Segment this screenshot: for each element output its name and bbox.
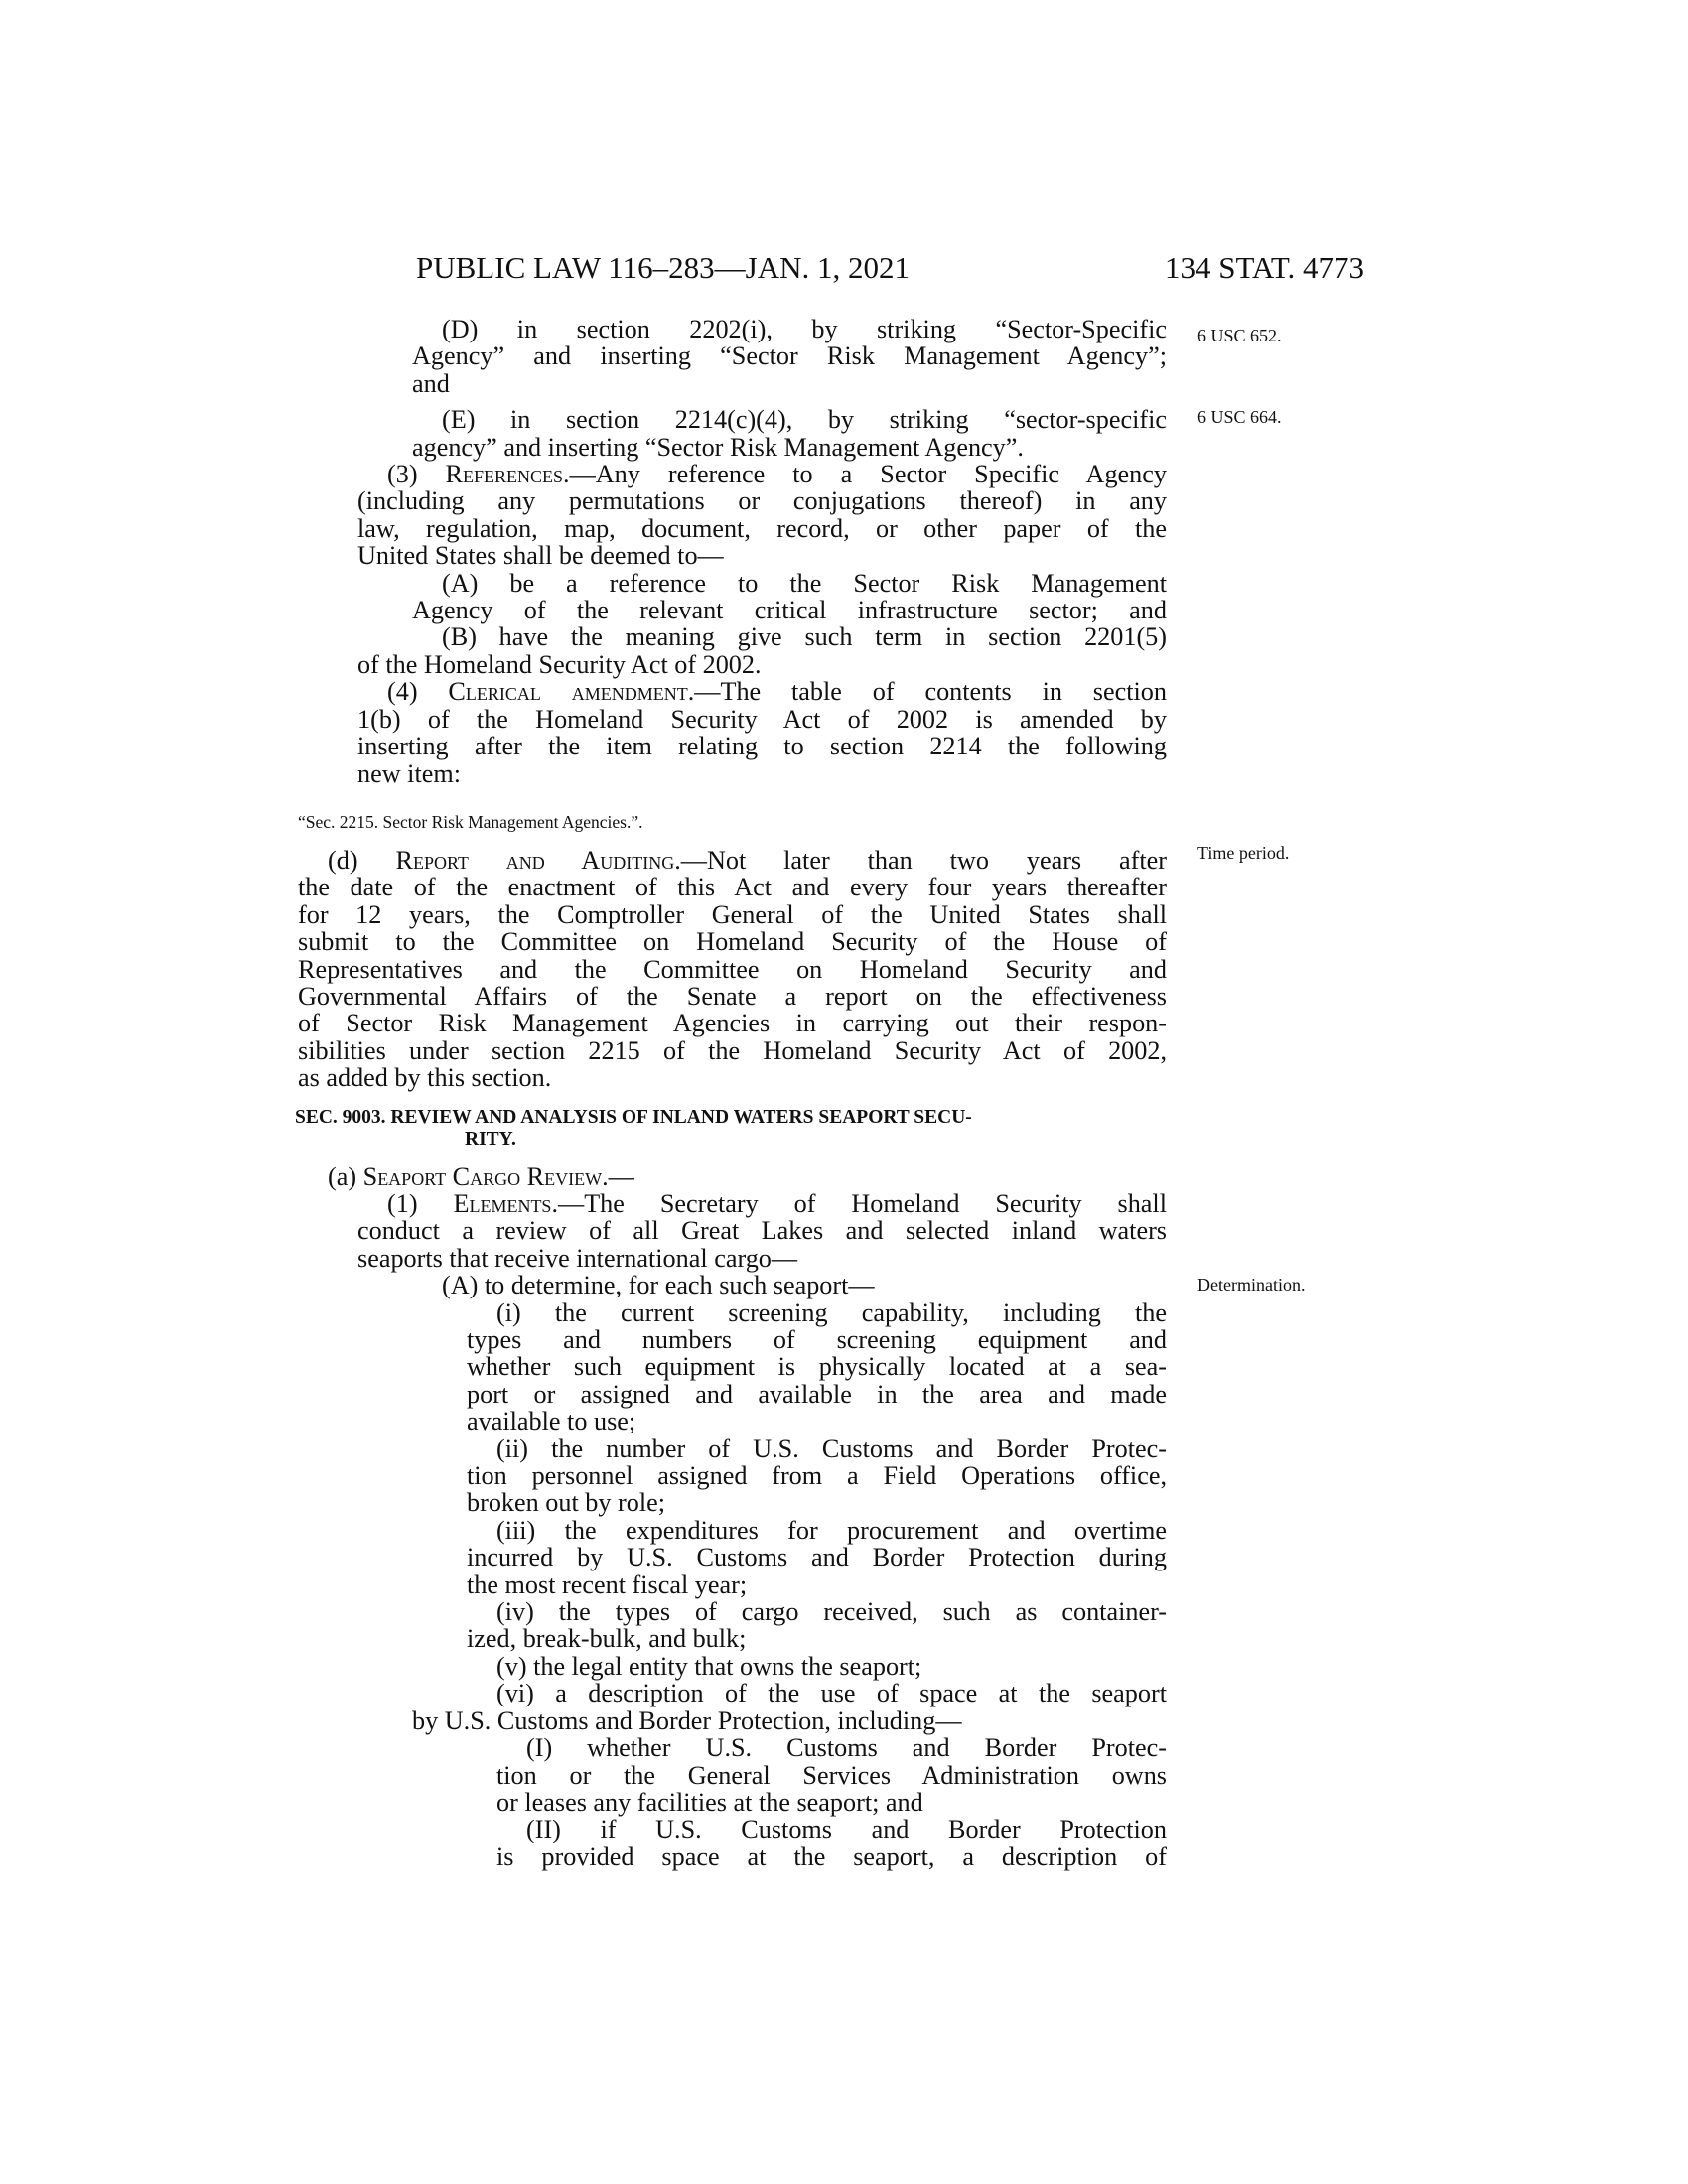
toc-item: “Sec. 2215. Sector Risk Management Agencies.”. [298, 811, 643, 832]
subsection-a-seaport-cargo-review [298, 1163, 1167, 1190]
text-line: available to use; [467, 1407, 636, 1436]
paragraph-3-references [298, 461, 1167, 570]
text-line: (vi) a description of the use of space at the seaport [496, 1679, 1167, 1708]
text-line: (iii) the expenditures for procurement and overtime [496, 1515, 1167, 1545]
text-line: law, regulation, map, document, record, or other paper of the [357, 513, 1167, 543]
text-line: or leases any facilities at the seaport; and [496, 1787, 923, 1817]
text-line: of the Homeland Security Act of 2002. [357, 649, 762, 679]
text-line: (v) the legal entity that owns the seaport; [496, 1651, 922, 1681]
section-heading-9003 [295, 1107, 1167, 1151]
heading-references: References [445, 460, 564, 489]
text-line: (iv) the types of cargo received, such as container- [496, 1597, 1167, 1627]
text-line: Agency” and inserting “Sector Risk Management Agency”; [412, 341, 1167, 371]
text-line: (A) to determine, for each such seaport— [442, 1271, 875, 1300]
margin-note-6-usc-652: 6 USC 652. [1197, 326, 1282, 345]
text-line: 1(b) of the Homeland Security Act of 2002 is amended by [357, 704, 1167, 734]
subclause-II [298, 1816, 1167, 1870]
text-line: seaports that receive international cargo— [357, 1243, 798, 1273]
text-line: broken out by role; [467, 1488, 665, 1518]
subclause-I [298, 1734, 1167, 1816]
text-line: (3) References.—Any reference to a Sector Specific Agency [387, 460, 1167, 489]
subsection-d-report-and-auditing [298, 847, 1167, 1092]
text-line: ized, break-bulk, and bulk; [467, 1624, 747, 1654]
clause-a-1-A [298, 1272, 1167, 1298]
clause-iii [298, 1517, 1167, 1598]
paragraph-a-1-elements [298, 1190, 1167, 1272]
clause-3-A [298, 570, 1167, 624]
text-line: as added by this section. [298, 1063, 552, 1093]
text-line: United States shall be deemed to— [357, 541, 724, 571]
text-line: tion personnel assigned from a Field Operations office, [467, 1461, 1167, 1491]
text-line: RITY. [465, 1128, 516, 1150]
text-line: Representatives and the Committee on Homeland Security and [298, 954, 1167, 984]
text-line: (II) if U.S. Customs and Border Protection [526, 1815, 1167, 1844]
text-line: by U.S. Customs and Border Protection, including— [412, 1706, 962, 1735]
text-line: for 12 years, the Comptroller General of the United States shall [298, 899, 1167, 929]
text-line: (1) Elements.—The Secretary of Homeland Security shall [387, 1188, 1167, 1218]
paragraph-4-clerical-amendment [298, 678, 1167, 787]
text-line: (D) in section 2202(i), by striking “Sector-Specific [442, 315, 1167, 343]
text-line: Agency of the relevant critical infrastructure sector; and [412, 596, 1167, 625]
text-line: whether such equipment is physically located at a sea- [467, 1352, 1167, 1382]
text-line: port or assigned and available in the area and made [467, 1379, 1167, 1409]
text-line: and [412, 368, 450, 398]
clause-v [298, 1653, 1167, 1680]
text-line: is provided space at the seaport, a description of [496, 1842, 1167, 1871]
heading-seaport-cargo-review: Seaport Cargo Review [362, 1161, 603, 1191]
text-line: of Sector Risk Management Agencies in carrying out their respon- [298, 1009, 1167, 1038]
text-line: tion or the General Services Administration owns [496, 1760, 1167, 1790]
heading-clerical-amendment: Clerical amendment [448, 677, 688, 707]
clause-3-B [298, 623, 1167, 678]
text-line: conduct a review of all Great Lakes and selected inland waters [357, 1216, 1167, 1246]
clause-2-E [298, 406, 1167, 461]
text-line: (d) Report and Auditing.—Not later than two years after [328, 845, 1167, 875]
text-line: agency” and inserting “Sector Risk Management Agency”. [412, 432, 1024, 462]
header-public-law: PUBLIC LAW 116–283—JAN. 1, 2021 [416, 250, 910, 285]
text-line: (ii) the number of U.S. Customs and Border Protec- [496, 1433, 1167, 1463]
text-line: new item: [357, 758, 461, 788]
clause-2-D [298, 316, 1167, 397]
body-text [295, 315, 1167, 1871]
text-line: SEC. 9003. REVIEW AND ANALYSIS OF INLAND WATERS SEAPORT SECU- [295, 1106, 972, 1128]
margin-note-determination: Determination. [1197, 1275, 1306, 1295]
heading-elements: Elements [453, 1188, 552, 1218]
header-stat-page: 134 STAT. 4773 [1164, 250, 1364, 285]
clause-vi [298, 1680, 1167, 1734]
text-line: submit to the Committee on Homeland Security of the House of [298, 927, 1167, 957]
running-header [416, 248, 1364, 288]
text-line: (i) the current screening capability, including the [496, 1297, 1167, 1327]
margin-note-6-usc-664: 6 USC 664. [1197, 407, 1282, 427]
text-line: incurred by U.S. Customs and Border Protection during [467, 1543, 1167, 1572]
text-line: Governmental Affairs of the Senate a report on the effectiveness [298, 981, 1167, 1011]
text-line: types and numbers of screening equipment and [467, 1325, 1167, 1354]
text-line: (B) have the meaning give such term in section 2201(5) [442, 622, 1167, 652]
text-line: sibilities under section 2215 of the Homeland Security Act of 2002, [298, 1035, 1167, 1065]
text-line: (4) Clerical amendment.—The table of contents in section [387, 677, 1167, 707]
clause-ii [298, 1435, 1167, 1517]
text-line: the most recent fiscal year; [467, 1570, 748, 1599]
margin-note-time-period: Time period. [1197, 843, 1290, 863]
heading-report-and-auditing: Report and Auditing [395, 845, 675, 875]
text-line: the date of the enactment of this Act and every four years thereafter [298, 873, 1167, 902]
text-line: (a) Seaport Cargo Review.— [328, 1161, 634, 1191]
clause-iv [298, 1598, 1167, 1653]
text-line: (E) in section 2214(c)(4), by striking “sector-specific [442, 405, 1167, 435]
text-line: inserting after the item relating to section 2214 the following [357, 732, 1167, 761]
clause-i [298, 1299, 1167, 1435]
text-line: (A) be a reference to the Sector Risk Management [442, 568, 1167, 598]
text-line: (including any permutations or conjugations thereof) in any [357, 486, 1167, 516]
text-line: (I) whether U.S. Customs and Border Protec- [526, 1733, 1167, 1763]
